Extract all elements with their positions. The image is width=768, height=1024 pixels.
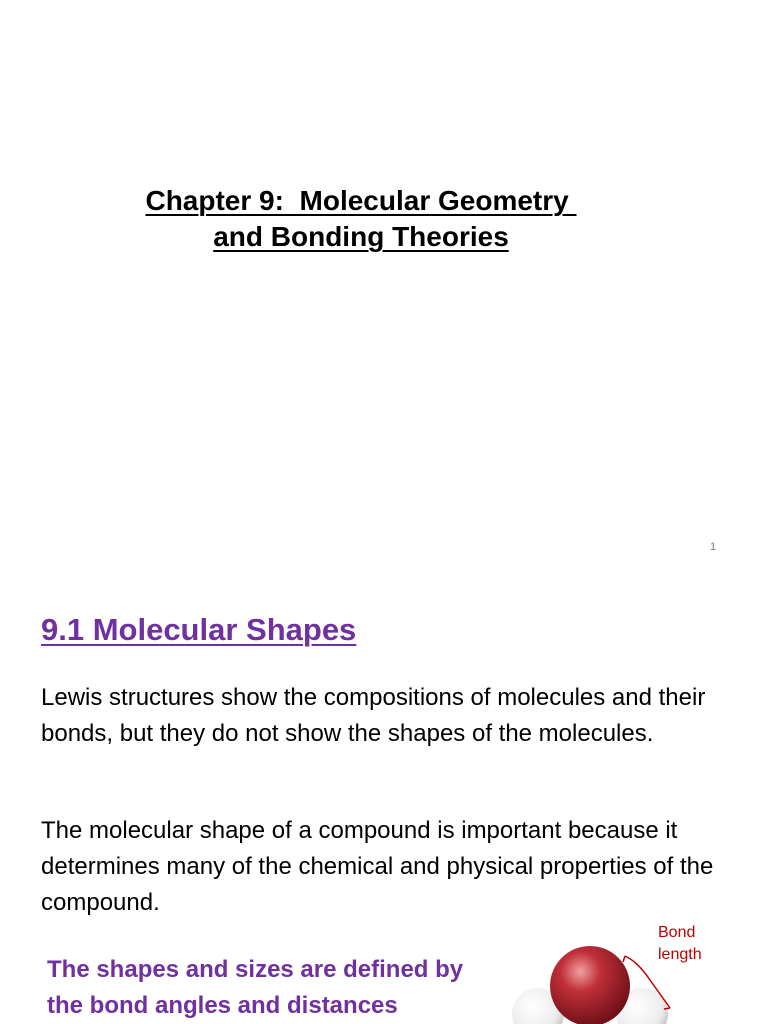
section-heading: 9.1 Molecular Shapes xyxy=(41,612,357,647)
emphasis-statement: The shapes and sizes are defined by the bond angles and distances xyxy=(47,956,464,1019)
slide-molecular-shapes xyxy=(0,576,768,1024)
bond-label-line-1: Bond xyxy=(658,924,696,941)
bond-label-line-2: length xyxy=(658,946,702,963)
paragraph-molecular-shape: The molecular shape of a compound is important because it determines many of the chemical and physical properties of the compound. xyxy=(41,817,714,916)
paragraph-lewis-structures: Lewis structures show the compositions of molecules and their bonds, but they do not show the shapes of the molecules. xyxy=(41,684,706,747)
oxygen-atom xyxy=(550,946,630,1024)
slide-number: 1 xyxy=(710,541,717,553)
chapter-title xyxy=(0,183,722,255)
molecule-model-image xyxy=(500,936,720,1024)
chapter-title-line-1: Chapter 9: Molecular Geometry xyxy=(145,185,577,216)
chapter-title-line-2: and Bonding Theories xyxy=(213,221,509,252)
